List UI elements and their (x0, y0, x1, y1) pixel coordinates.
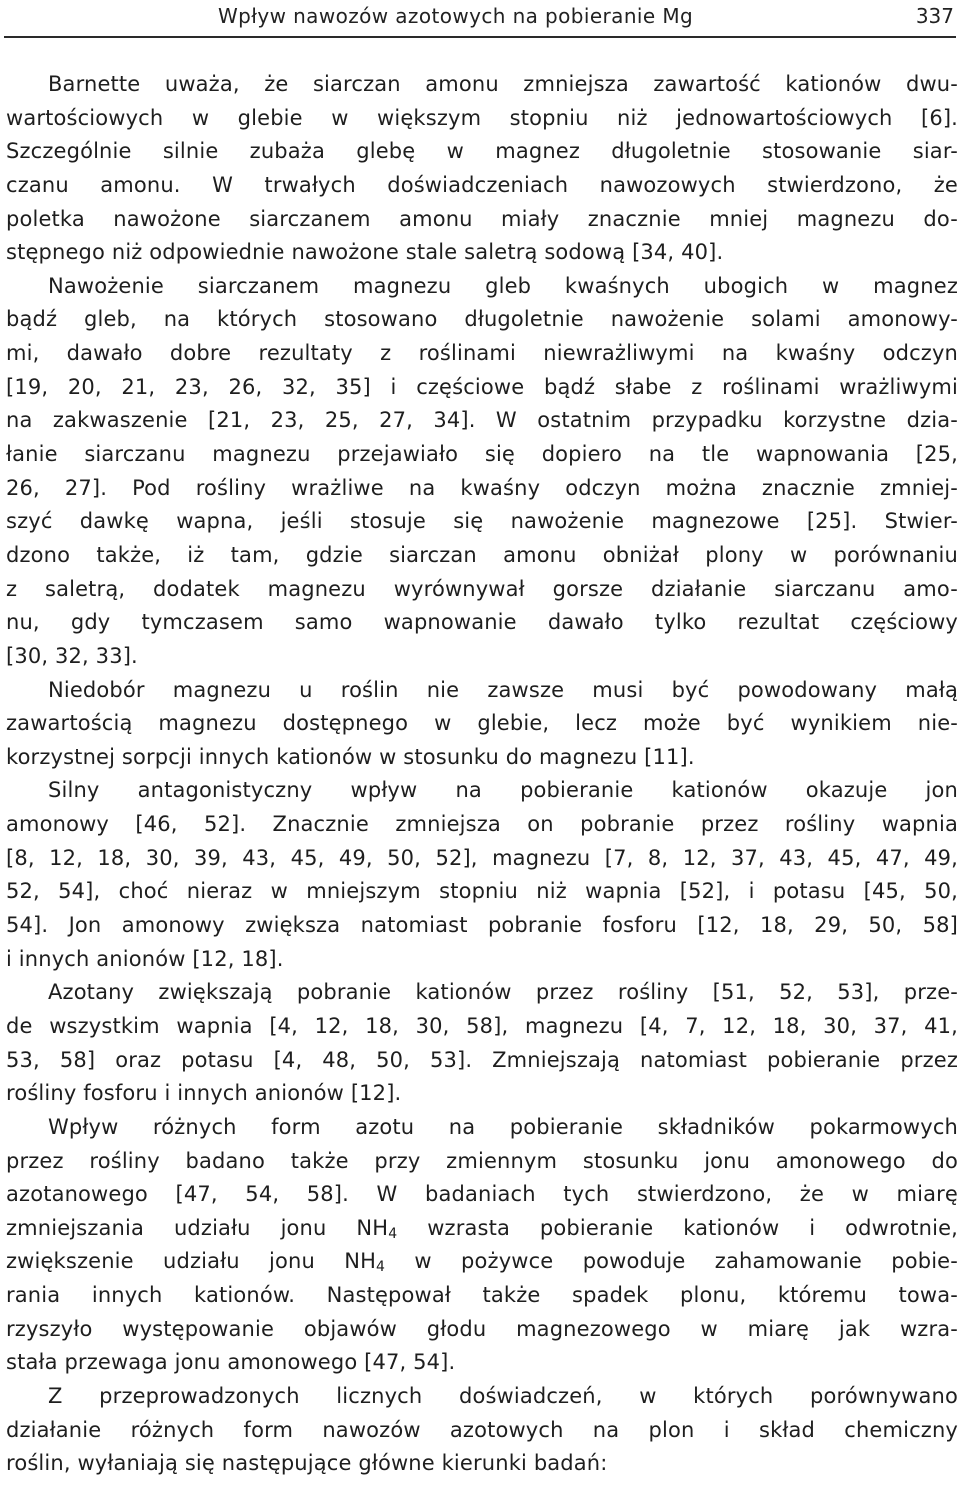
subscript: 4 (376, 1259, 386, 1276)
text-line: rania innych kationów. Następował także spadek plonu, któremu towa- (6, 1283, 958, 1308)
text-fragment: zmniejszania udziału jonu NH (6, 1215, 389, 1240)
text-line: 53, 58] oraz potasu [4, 48, 50, 53]. Zmniejszają natomiast pobieranie przez (6, 1047, 958, 1072)
text-line: [30, 32, 33]. (6, 643, 138, 668)
text-line: Niedobór magnezu u roślin nie zawsze musi być powodowany małą (48, 677, 958, 702)
running-title: Wpływ nawozów azotowych na pobieranie Mg (218, 4, 694, 28)
text-line: wartościowych w glebie w większym stopniu niż jednowartościowych [6]. (6, 105, 958, 130)
text-line: Z przeprowadzonych licznych doświadczeń, w których porównywano (48, 1383, 958, 1408)
text-line: Nawożenie siarczanem magnezu gleb kwaśnych ubogich w magnez (48, 273, 958, 298)
text-line: stała przewaga jonu amonowego [47, 54]. (6, 1350, 456, 1375)
text-line: czanu amonu. W trwałych doświadczeniach nawozowych stwierdzono, że (6, 172, 958, 197)
text-line: rzyszyło występowanie objawów głodu magnezowego w miarę jak wzra- (6, 1316, 958, 1341)
text-line: działanie różnych form nawozów azotowych na plon i skład chemiczny (6, 1417, 958, 1442)
text-line (6, 1245, 958, 1279)
text-line (6, 1212, 958, 1246)
text-line: roślin, wyłaniają się następujące główne kierunki badań: (6, 1451, 608, 1476)
running-header (0, 0, 960, 40)
text-line: korzystnej sorpcji innych kationów w stosunku do magnezu [11]. (6, 744, 695, 769)
text-line: de wszystkim wapnia [4, 12, 18, 30, 58], magnezu [4, 7, 12, 18, 30, 37, 41, (6, 1013, 958, 1038)
body-text (6, 68, 958, 1481)
text-line: przez rośliny badano także przy zmiennym stosunku jonu amonowego do (6, 1148, 958, 1173)
text-line: poletka nawożone siarczanem amonu miały znacznie mniej magnezu do- (6, 206, 958, 231)
text-line: 52, 54], choć nieraz w mniejszym stopniu niż wapnia [52], i potasu [45, 50, (6, 879, 958, 904)
text-line: z saletrą, dodatek magnezu wyrównywał gorsze działanie siarczanu amo- (6, 576, 958, 601)
text-line: dzono także, iż tam, gdzie siarczan amonu obniżał plony w porównaniu (6, 542, 958, 567)
text-line: rośliny fosforu i innych anionów [12]. (6, 1081, 402, 1106)
text-line: bądź gleb, na których stosowano długoletnie nawożenie solami amonowy- (6, 307, 958, 332)
text-line: [8, 12, 18, 30, 39, 43, 45, 49, 50, 52], magnezu [7, 8, 12, 37, 43, 45, 47, 49, (6, 845, 958, 870)
text-line: azotanowego [47, 54, 58]. W badaniach tych stwierdzono, że w miarę (6, 1182, 958, 1207)
text-line: [19, 20, 21, 23, 26, 32, 35] i częściowe bądź słabe z roślinami wrażliwymi (6, 374, 958, 399)
text-line: zawartością magnezu dostępnego w glebie, lecz może być wynikiem nie- (6, 711, 958, 736)
text-line: stępnego niż odpowiednie nawożone stale saletrą sodową [34, 40]. (6, 240, 724, 265)
text-line: amonowy [46, 52]. Znacznie zmniejsza on pobranie przez rośliny wapnia (6, 812, 958, 837)
text-line: 54]. Jon amonowy zwiększa natomiast pobranie fosforu [12, 18, 29, 50, 58] (6, 913, 958, 938)
text-fragment: zwiększenie udziału jonu NH (6, 1249, 377, 1274)
text-line: szyć dawkę wapna, jeśli stosuje się nawożenie magnezowe [25]. Stwier- (6, 509, 958, 534)
text-fragment: wzrasta pobieranie kationów i odwrotnie, (397, 1215, 958, 1240)
text-line: łanie siarczanu magnezu przejawiało się dopiero na tle wapnowania [25, (6, 442, 958, 467)
page-number: 337 (915, 4, 954, 28)
text-line: Barnette uważa, że siarczan amonu zmniejsza zawartość kationów dwu- (48, 72, 958, 96)
text-line: Wpływ różnych form azotu na pobieranie składników pokarmowych (48, 1114, 958, 1139)
text-fragment: w pożywce powoduje zahamowanie pobie- (385, 1249, 958, 1274)
text-line: nu, gdy tymczasem samo wapnowanie dawało tylko rezultat częściowy (6, 610, 958, 635)
text-line: na zakwaszenie [21, 23, 25, 27, 34]. W ostatnim przypadku korzystne dzia- (6, 408, 958, 433)
header-rule (4, 36, 956, 38)
text-line: 26, 27]. Pod rośliny wrażliwe na kwaśny odczyn można znacznie zmniej- (6, 475, 958, 500)
text-line: Silny antagonistyczny wpływ na pobieranie kationów okazuje jon (48, 778, 958, 803)
text-line: Azotany zwiększają pobranie kationów przez rośliny [51, 52, 53], prze- (48, 980, 958, 1005)
text-line: Szczególnie silnie zubaża glebę w magnez długoletnie stosowanie siar- (6, 139, 958, 164)
text-line: mi, dawało dobre rezultaty z roślinami niewrażliwymi na kwaśny odczyn (6, 341, 958, 366)
text-line: i innych anionów [12, 18]. (6, 946, 284, 971)
subscript: 4 (388, 1225, 398, 1242)
